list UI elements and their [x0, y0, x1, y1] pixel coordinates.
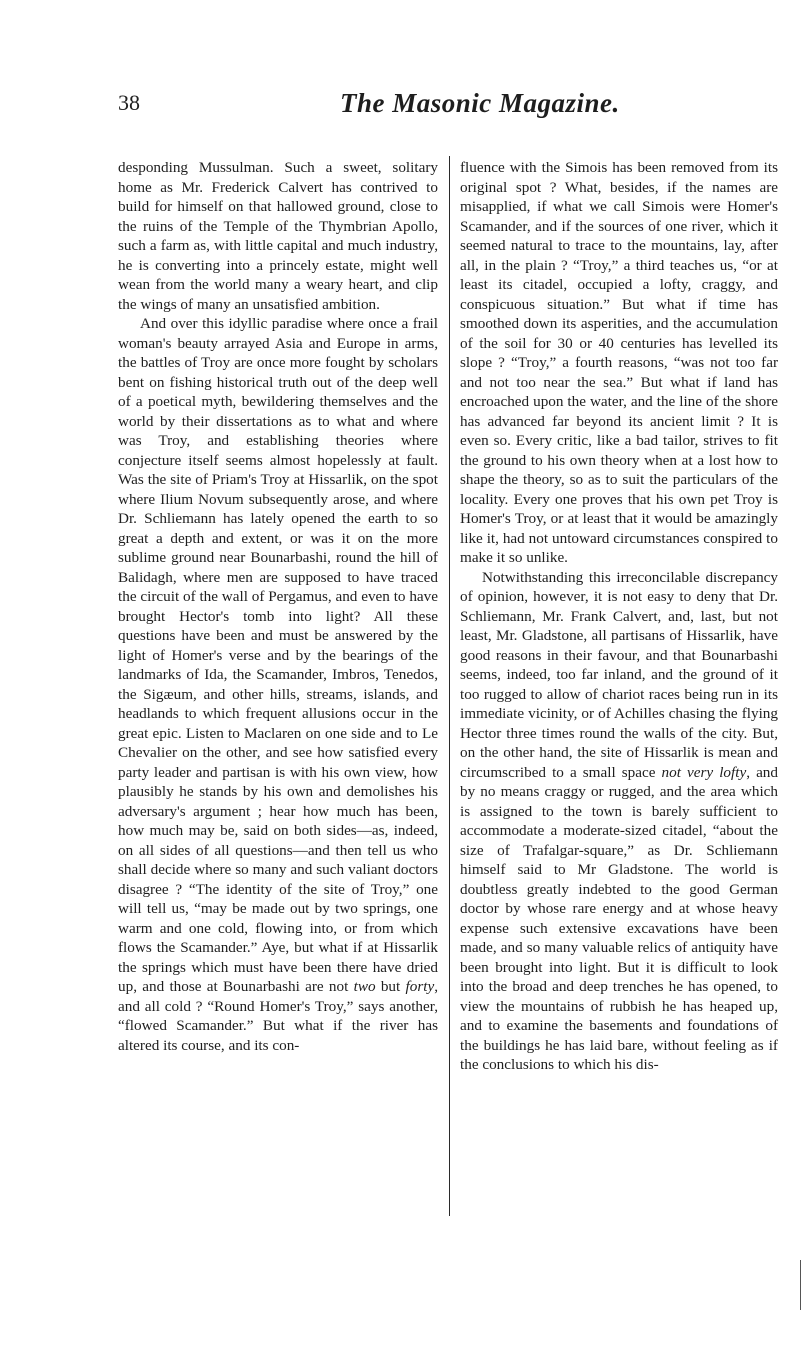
page-number: 38 [118, 90, 140, 115]
right-column [460, 158, 778, 1075]
right-paragraph-2-emphasis-1: not very lofty [661, 763, 747, 781]
right-paragraph-2-text-a: Notwithstanding this irreconcilable discrepancy of opinion, however, it is not easy to deny that Dr. Schliemann, Mr. Frank Calvert, and, last, but not least, Mr. Gladstone, all partisans of Hissarlik, have good reasons in their favour, and that Bounarbashi seems, indeed, too far inland, and the ground of it too rugged to allow of chariot races being run in its immediate vicinity, or of Achilles chasing the flying Hector three times round the walls of the city. But, on the other hand, the site of Hissarlik is mean and circumscribed to a small space [460, 568, 778, 781]
right-paragraph-2-text-b: , and by no means craggy or rugged, and the area which is assigned to the town is barely sufficient to accommodate a moderate-sized citadel, “about the size of Trafalgar-square,” as Dr. Schliemann himself said to Mr Gladstone. The world is doubtless greatly indebted to the good German doctor by whose rare energy and at whose heavy expense such extensive excavations have been made, and so many valuable relics of antiquity have been brought into light. But it is difficult to look into the broad and deep trenches he has opened, to view the mountains of rubbish he has heaped up, and to examine the basements and foundations of the buildings he has laid bare, without feeling as if the conclusions to which his dis- [460, 763, 778, 1073]
left-paragraph-2-text-a: And over this idyllic paradise where once a frail woman's beauty arrayed Asia and Europe in arms, the battles of Troy are once more fought by scholars bent on fishing historical truth out of the deep well of a poetical myth, bewildering themselves and the world by their dissertations as to what and where was Troy, and establishing theories where conjecture itself seems almost hopelessly at fault. Was the site of Priam's Troy at Hissarlik, on the spot where Ilium Novum subsequently arose, and where Dr. Schliemann has lately opened the earth to so great a depth and extent, or was it on the more sublime ground near Bounarbashi, round the hill of Balidagh, where men are supposed to have traced the circuit of the wall of Pergamus, and even to have brought Hector's tomb into light? All these questions have been and must be answered by the light of Homer's verse and by the bearings of the landmarks of Ida, the Scamander, Imbros, Tenedos, the Sigæum, and other hills, streams, islands, and headlands to which frequent allusions occur in the great epic. Listen to Maclaren on one side and to Le Chevalier on the other, and see how satisfied every party leader and partisan is with his own view, how plausibly he stands by his own and demolishes his adversary's argument ; hear how much has been, how much may be, said on both sides—as, indeed, on all sides of all questions—and then tell us who shall decide where so many and such valiant doctors disagree ? “The identity of the site of Troy,” one will tell us, “may be made out by two springs, one warm and one cold, flowing into, or from which flows the Scamander.” Aye, but what if at Hissarlik the springs which must have been there have dried up, and those at Bounarbashi are not [118, 315, 438, 995]
left-paragraph-2-emphasis-1: two [353, 978, 376, 995]
page-edge-mark [800, 1260, 801, 1310]
running-title: The Masonic Magazine. [340, 88, 620, 118]
page-header [118, 88, 778, 122]
left-paragraph-2-emphasis-2: forty [405, 978, 435, 995]
left-paragraph-2-text-b: but [375, 978, 406, 995]
right-paragraph-1: fluence with the Simois has been removed from its original spot ? What, besides, if the names are misapplied, if what we call Simois were Homer's Scamander, and if the sources of one river, which it seemed natural to trace to the mountains, lay, after all, in the plain ? “Troy,” a third teaches us, “or at least its citadel, occupied a lofty, craggy, and conspicuous situation.” But what if time has smoothed down its asperities, and the accumulation of the soil for 30 or 40 centuries has levelled its slope ? “Troy,” a fourth reasons, “was not too far and not too near the sea.” But what if land has encroached upon the water, and the line of the shore has advanced far beyond its ancient limit ? It is even so. Every critic, like a bad tailor, strives to fit the ground to his own theory when at a lost how to shape the theory, so as to suit the particulars of the locality. Every one proves that his own pet Troy is Homer's Troy, or at least that it would be amazingly like it, had not untoward circumstances conspired to make it so unlike. [460, 159, 778, 566]
left-paragraph-2 [118, 314, 438, 1055]
left-paragraph-1: desponding Mussulman. Such a sweet, solitary home as Mr. Frederick Calvert has contrived to build for himself on that hallowed ground, close to the ruins of the Temple of the Thymbrian Apollo, such a farm as, with little capital and much industry, he is converting into a princely estate, might well wean from the world many a weary heart, and clip the wings of many an unsatisfied ambition. [118, 159, 438, 313]
right-paragraph-2 [460, 568, 778, 1075]
column-divider [449, 156, 450, 1216]
left-column [118, 158, 438, 1055]
left-paragraph-2-text-c: , and all cold ? “Round Homer's Troy,” says another, “flowed Scamander.” But what if the river has altered its course, and its con- [118, 978, 438, 1054]
